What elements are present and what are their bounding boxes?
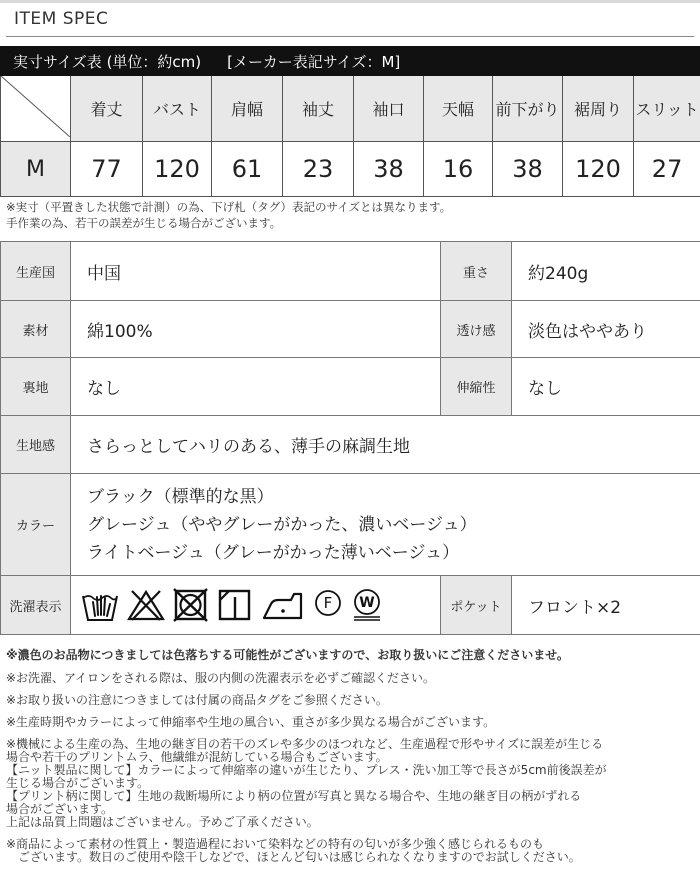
corner-diagonal (1, 76, 70, 137)
section-title: ITEM SPEC (14, 9, 109, 29)
note-bold: ※濃色のお品物につきましては色落ちする可能性がございますので、お取り扱いにご注意くださいませ。 (6, 648, 569, 662)
color-label: カラー (1, 474, 71, 576)
wet-clean-w-letter: W (359, 595, 375, 611)
col-header: 袖丈 (283, 76, 354, 142)
note-line: ※商品によって素材の性質上・製造過程において染料などの特有の匂いが多少強く感じられるものも (6, 837, 545, 851)
color-item: ライトベージュ（グレーがかった薄いベージュ） (87, 542, 460, 563)
maker-size-label: [メーカー表記サイズ：M] (227, 52, 401, 71)
color-item: ブラック（標準的な黒） (87, 486, 274, 507)
note-line: 【ニット製品に関して】カラーによって伸縮率の違いが生じたり、プレス・洗い加工等で長さが5cm前後誤差が (6, 763, 607, 777)
size-value: 77 (71, 142, 143, 197)
care-icons (71, 576, 441, 635)
note-line: ※生産時期やカラーによって伸縮率や生地の風合い、重さが多少異なる場合がございます。 (6, 715, 496, 729)
material-value: 綿100% (71, 301, 441, 358)
weight-value: 約240g (512, 242, 700, 301)
origin-value: 中国 (71, 242, 441, 301)
size-value: 38 (493, 142, 563, 197)
col-header: 前下がり (493, 76, 563, 142)
weight-label: 重さ (441, 242, 512, 301)
note-line: 生じる場合がございます。 (6, 776, 150, 790)
size-table (0, 46, 700, 197)
texture-label: 生地感 (1, 416, 71, 474)
note-line: 場合や若干のプリントムラ、他繊維が混紡している場合もございます。 (6, 750, 388, 764)
size-unit-label: 実寸サイズ表 (単位：約cm) (13, 52, 202, 71)
lining-value: なし (71, 358, 441, 416)
col-header: 肩幅 (212, 76, 283, 142)
no-bleach-icon (127, 588, 165, 622)
size-note-line: 手作業の為、若干の誤差が生じる場合がございます。 (6, 216, 282, 230)
size-value: 38 (354, 142, 424, 197)
color-item: グレージュ（ややグレーがかった、濃いベージュ） (87, 514, 477, 535)
size-table-caption (1, 47, 700, 76)
stretch-value: なし (512, 358, 700, 416)
col-header: 裾周り (563, 76, 634, 142)
sheer-label: 透け感 (441, 301, 512, 358)
top-divider (0, 0, 700, 3)
size-row-label: M (1, 142, 71, 197)
hand-wash-icon (81, 588, 119, 622)
col-header: スリット (634, 76, 700, 142)
note-line: ございます。数日のご使用や陰干しなどで、ほとんど匂いは感じられなくなりますのでお試しください。 (6, 850, 581, 864)
size-value: 16 (424, 142, 493, 197)
col-header: 天幅 (424, 76, 493, 142)
col-header: 着丈 (71, 76, 143, 142)
texture-value: さらっとしてハリのある、薄手の麻調生地 (71, 416, 700, 474)
col-header: バスト (143, 76, 212, 142)
color-list (71, 474, 700, 576)
size-value: 120 (563, 142, 634, 197)
line-dry-shade-icon (217, 588, 253, 622)
stretch-label: 伸縮性 (441, 358, 512, 416)
note-line: 場合がございます。 (6, 802, 114, 816)
size-value: 120 (143, 142, 212, 197)
note-line: ※お洗濯、アイロンをされる際は、服の内側の洗濯表示を必ずご確認ください。 (6, 671, 435, 685)
size-value: 23 (283, 142, 354, 197)
notes-block (6, 649, 696, 864)
col-header: 袖口 (354, 76, 424, 142)
care-label: 洗濯表示 (1, 576, 71, 635)
note-line: 上記は品質上問題はございません。予めご了承ください。 (6, 815, 319, 829)
corner-cell (1, 76, 71, 142)
pocket-label: ポケット (441, 576, 512, 635)
note-line: ※機械による生産の為、生地の継ぎ目の若干のズレや多少のほつれなど、生産過程で形やサイズに誤差が生じる (6, 737, 604, 751)
size-value: 27 (634, 142, 700, 197)
low-iron-icon (261, 588, 305, 622)
lining-label: 裏地 (1, 358, 71, 416)
sheer-value: 淡色はややあり (512, 301, 700, 358)
pocket-value: フロント×2 (512, 576, 700, 635)
note-line: ※お取り扱いの注意につきましては付属の商品タグをご参照ください。 (6, 693, 388, 707)
material-label: 素材 (1, 301, 71, 358)
dry-clean-f-icon (313, 588, 343, 622)
origin-label: 生産国 (1, 242, 71, 301)
no-tumble-dry-icon (173, 588, 209, 622)
size-value: 61 (212, 142, 283, 197)
title-underline (6, 36, 694, 37)
wet-clean-w-icon (351, 588, 383, 622)
note-line: 【プリント柄に関して】生地の裁断場所により柄の位置が写真と異なる場合や、生地の継ぎ目の柄がずれる (6, 789, 582, 803)
dry-clean-f-letter: F (323, 594, 333, 612)
size-note-line: ※実寸（平置きした状態で計測）の為、下げ札（タグ）表記のサイズとは異なります。 (6, 200, 452, 214)
spec-table (0, 241, 700, 635)
